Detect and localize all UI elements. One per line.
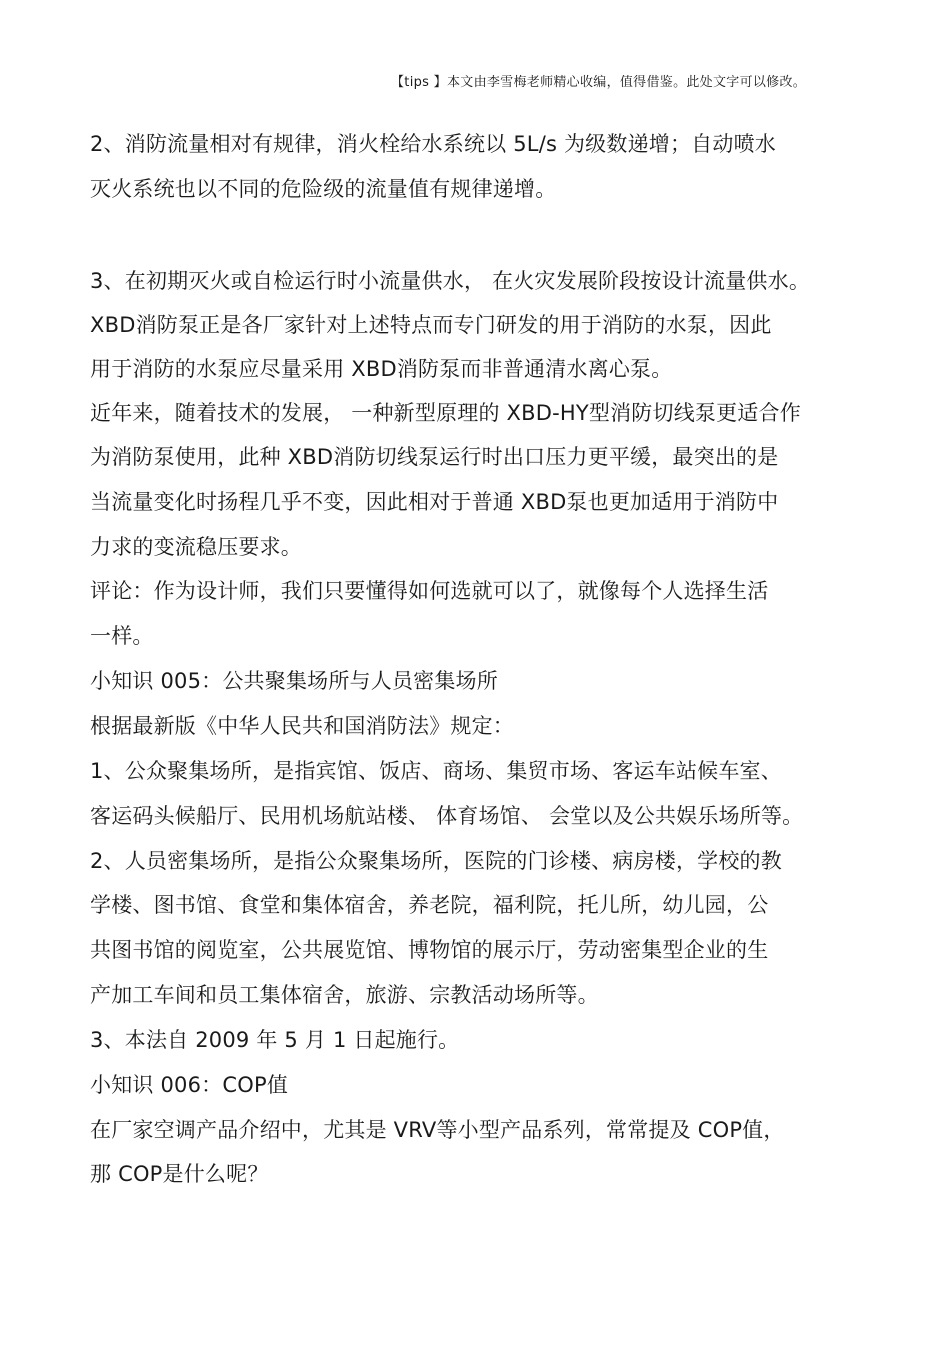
text-line: 共图书馆的阅览室，公共展览馆、博物馆的展示厅，劳动密集型企业的生 xyxy=(90,938,769,962)
text-line: 当流量变化时扬程几乎不变，因此相对于普通 XBD泵也更加适用于消防中 xyxy=(90,490,779,514)
text-line: 2、人员密集场所，是指公众聚集场所，医院的门诊楼、病房楼，学校的教 xyxy=(90,849,782,873)
text-line: 为消防泵使用，此种 XBD消防切线泵运行时出口压力更平缓，最突出的是 xyxy=(90,445,779,469)
text-line: 近年来，随着技术的发展， 一种新型原理的 XBD-HY型消防切线泵更适合作 xyxy=(90,401,801,425)
text-line: 评论：作为设计师，我们只要懂得如何选就可以了，就像每个人选择生活 xyxy=(90,579,769,603)
text-line: 在厂家空调产品介绍中，尤其是 VRV等小型产品系列，常常提及 COP值， xyxy=(90,1118,785,1142)
text-line: 那 COP是什么呢？ xyxy=(90,1162,269,1186)
text-line: 小知识 006：COP值 xyxy=(90,1073,289,1097)
header-tips: 【tips 】本文由李雪梅老师精心收编，值得借鉴。此处文字可以修改。 xyxy=(391,75,807,90)
text-line: 1、公众聚集场所，是指宾馆、饭店、商场、集贸市场、客运车站候车室、 xyxy=(90,759,782,783)
text-line: 产加工车间和员工集体宿舍，旅游、宗教活动场所等。 xyxy=(90,983,599,1007)
text-line: 根据最新版《中华人民共和国消防法》规定： xyxy=(90,714,514,738)
text-line: XBD消防泵正是各厂家针对上述特点而专门研发的用于消防的水泵，因此 xyxy=(90,313,772,337)
text-line: 3、本法自 2009 年 5 月 1 日起施行。 xyxy=(90,1028,460,1052)
text-line: 3、在初期灭火或自检运行时小流量供水， 在火灾发展阶段按设计流量供水。 xyxy=(90,269,811,293)
text-line: 小知识 005：公共聚集场所与人员密集场所 xyxy=(90,669,498,693)
text-line: 用于消防的水泵应尽量采用 XBD消防泵而非普通清水离心泵。 xyxy=(90,357,673,381)
text-line: 灭火系统也以不同的危险级的流量值有规律递增。 xyxy=(90,177,557,201)
text-line: 一样。 xyxy=(90,624,154,648)
text-line: 学楼、图书馆、食堂和集体宿舍，养老院，福利院，托儿所，幼儿园，公 xyxy=(90,893,769,917)
text-line: 客运码头候船厅、民用机场航站楼、 体育场馆、 会堂以及公共娱乐场所等。 xyxy=(90,804,804,828)
text-line: 力求的变流稳压要求。 xyxy=(90,535,302,559)
text-line: 2、消防流量相对有规律，消火栓给水系统以 5L/s 为级数递增；自动喷水 xyxy=(90,132,776,156)
